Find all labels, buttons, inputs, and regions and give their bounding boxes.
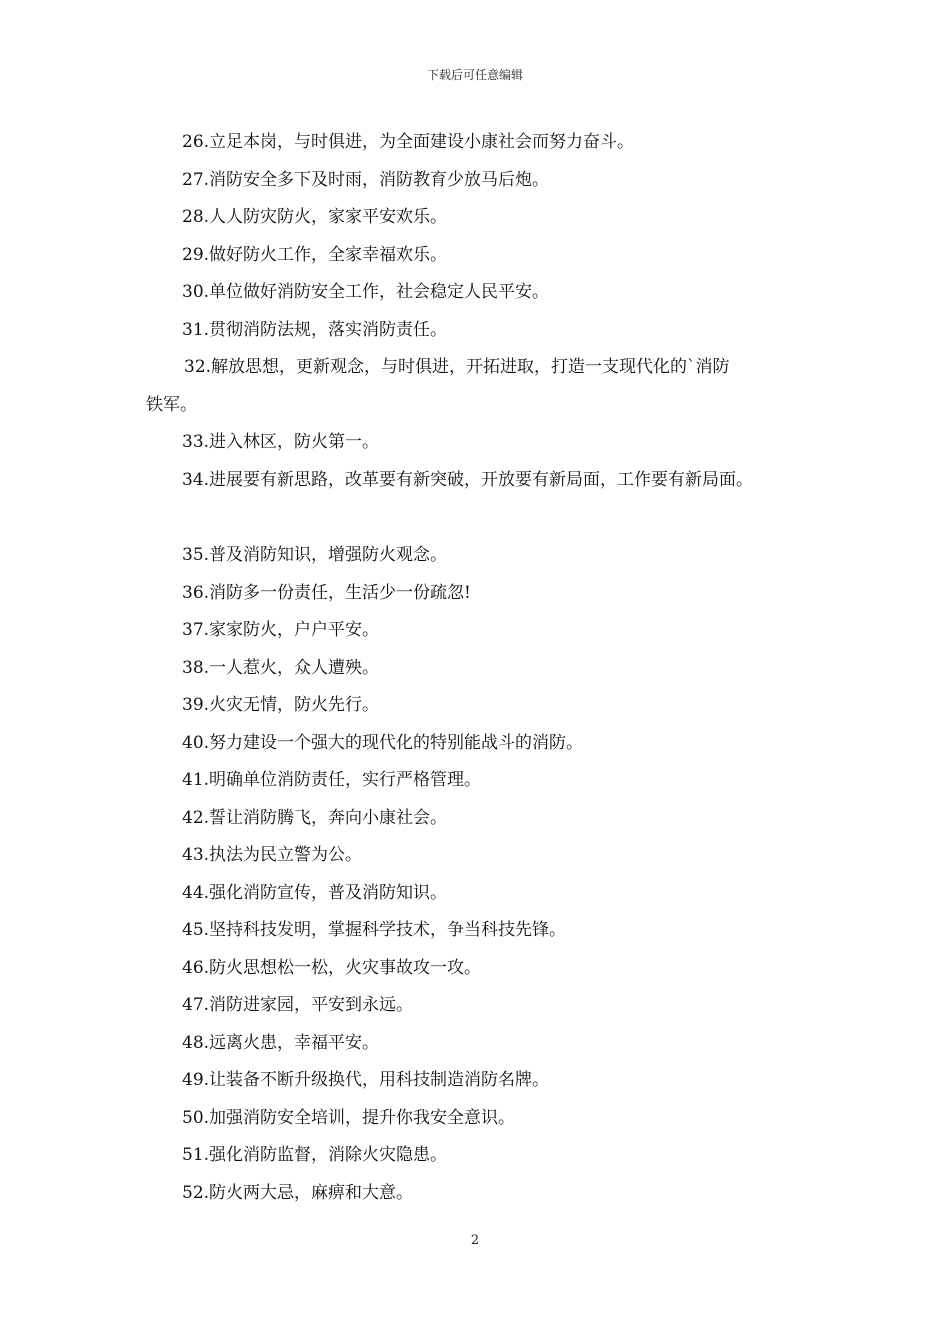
list-item: 48.远离火患，幸福平安。 xyxy=(182,1032,380,1053)
list-item: 32.解放思想，更新观念，与时俱进，开拓进取，打造一支现代化的`消防 xyxy=(184,357,730,377)
list-item: 42.誓让消防腾飞，奔向小康社会。 xyxy=(182,807,448,828)
list-item: 51.强化消防监督，消除火灾隐患。 xyxy=(182,1145,448,1165)
list-item: 29.做好防火工作，全家幸福欢乐。 xyxy=(182,244,448,265)
page-header: 下载后可任意编辑 xyxy=(426,68,523,82)
list-item: 30.单位做好消防安全工作，社会稳定人民平安。 xyxy=(182,282,550,302)
list-item: 45.坚持科技发明，掌握科学技术，争当科技先锋。 xyxy=(182,920,567,940)
list-item: 27.消防安全多下及时雨，消防教育少放马后炮。 xyxy=(182,169,550,190)
list-item: 34.进展要有新思路，改革要有新突破，开放要有新局面，工作要有新局面。 xyxy=(182,469,754,490)
list-item: 39.火灾无情，防火先行。 xyxy=(182,695,380,715)
list-item: 49.让装备不断升级换代，用科技制造消防名牌。 xyxy=(182,1070,550,1090)
list-item: 38.一人惹火，众人遭殃。 xyxy=(182,657,380,678)
list-item: 36.消防多一份责任，生活少一份疏忽! xyxy=(182,582,471,603)
page-number: 2 xyxy=(470,1233,480,1248)
list-item: 52.防火两大忌，麻痹和大意。 xyxy=(182,1182,414,1203)
list-item: 44.强化消防宣传，普及消防知识。 xyxy=(182,882,448,903)
list-item: 33.进入林区，防火第一。 xyxy=(182,432,380,452)
list-item: 50.加强消防安全培训，提升你我安全意识。 xyxy=(182,1107,516,1128)
list-item: 40.努力建设一个强大的现代化的特别能战斗的消防。 xyxy=(182,732,584,753)
list-item: 47.消防进家园，平安到永远。 xyxy=(182,995,414,1015)
list-item: 43.执法为民立警为公。 xyxy=(182,845,363,865)
list-item: 41.明确单位消防责任，实行严格管理。 xyxy=(182,770,482,790)
list-item: 46.防火思想松一松，火灾事故攻一攻。 xyxy=(182,957,482,978)
blank-line xyxy=(146,499,826,537)
list-item-continuation: 铁军。 xyxy=(146,394,197,415)
list-item: 31.贯彻消防法规，落实消防责任。 xyxy=(182,319,448,340)
slogan-list xyxy=(146,124,826,1212)
list-item: 35.普及消防知识，增强防火观念。 xyxy=(182,545,448,565)
list-item: 37.家家防火，户户平安。 xyxy=(182,620,380,640)
list-item: 28.人人防灾防火，家家平安欢乐。 xyxy=(182,207,448,227)
list-item: 26.立足本岗，与时俱进，为全面建设小康社会而努力奋斗。 xyxy=(182,132,635,152)
